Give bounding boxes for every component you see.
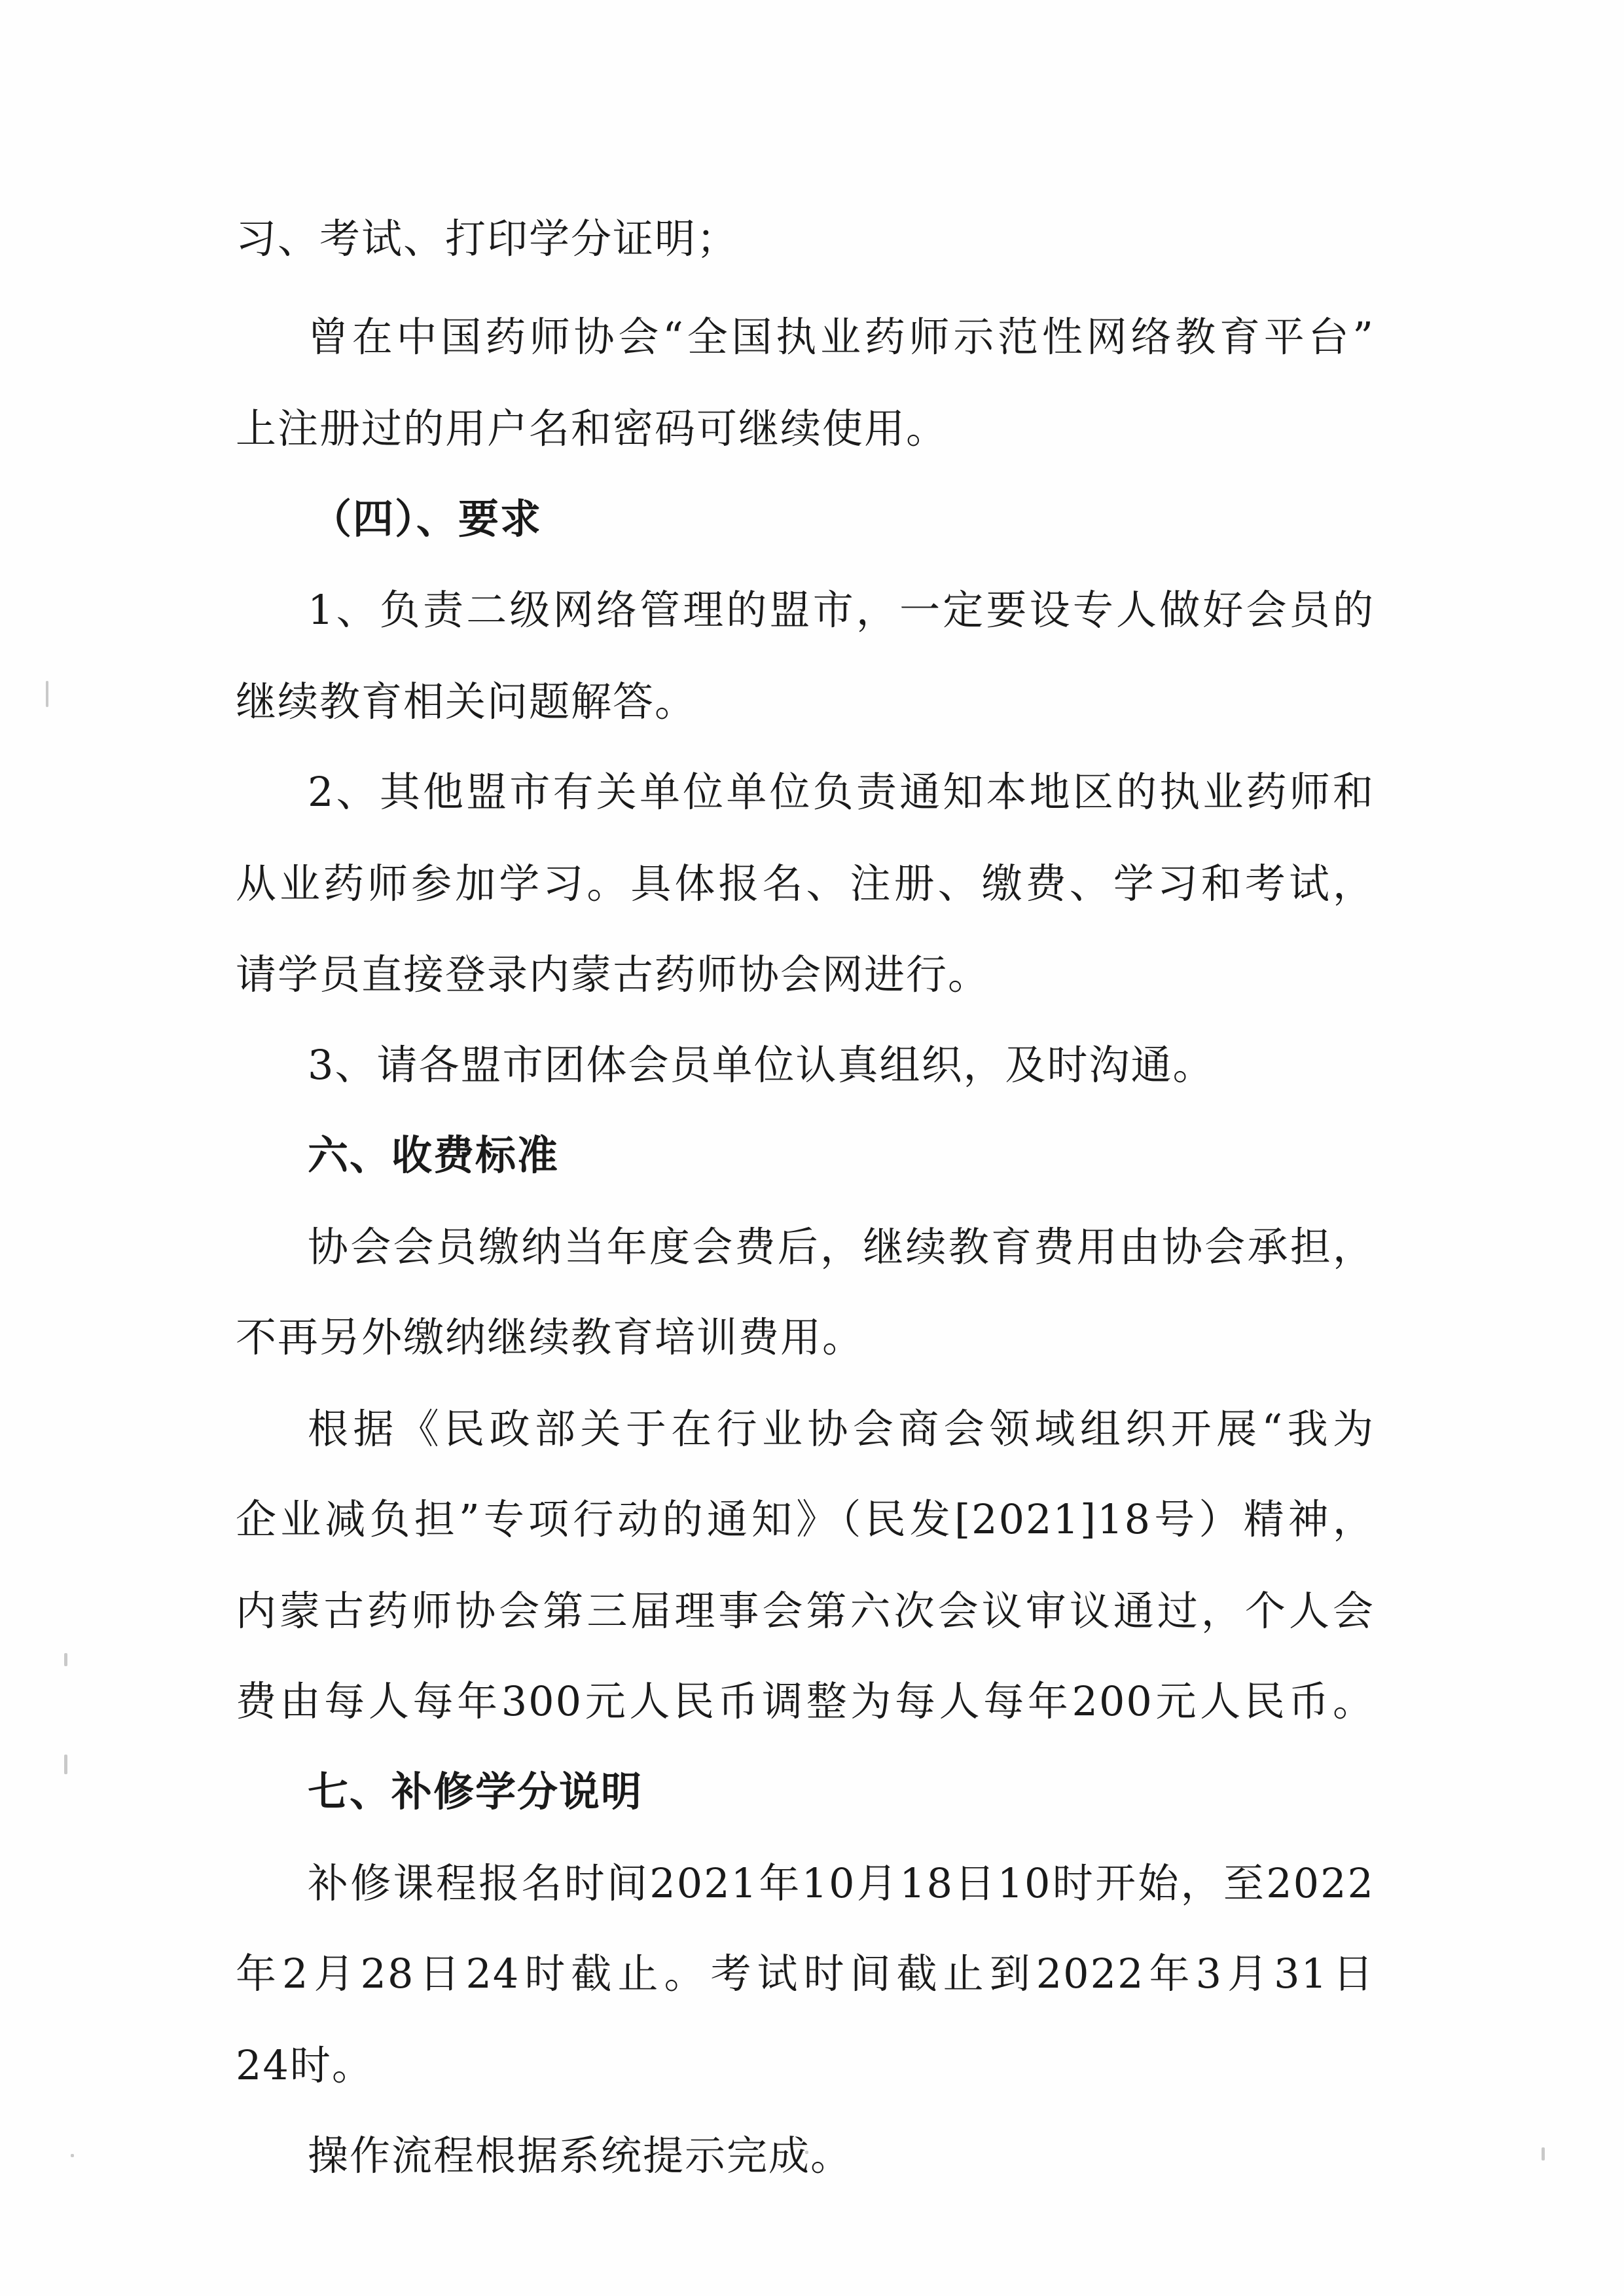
paragraph-line: 3、请各盟市团体会员单位认真组织，及时沟通。: [308, 1041, 1215, 1089]
paragraph-line: 根据《民政部关于在行业协会商会领域组织开展“我为: [308, 1405, 1375, 1453]
paragraph-line: 曾在中国药师协会“全国执业药师示范性网络教育平台”: [308, 313, 1375, 361]
section-heading: （四）、要求: [311, 495, 543, 543]
paragraph-line: 补修课程报名时间2021年10月18日10时开始，至2022: [308, 1859, 1375, 1907]
paragraph-line: 年2月28日24时截止。考试时间截止到2022年3月31日: [236, 1950, 1375, 1997]
paragraph-line: 不再另外缴纳继续教育培训费用。: [236, 1313, 865, 1361]
scan-speck: [46, 681, 48, 707]
paragraph-line: 协会会员缴纳当年度会费后，继续教育费用由协会承担，: [308, 1223, 1375, 1271]
paragraph-line: 1、负责二级网络管理的盟市，一定要设专人做好会员的: [308, 586, 1375, 634]
section-heading: 六、收费标准: [308, 1131, 560, 1179]
paragraph-line: 费由每人每年300元人民币调整为每人每年200元人民币。: [236, 1677, 1375, 1725]
scan-speck: [1542, 2147, 1545, 2160]
paragraph-line: 继续教育相关问题解答。: [236, 678, 697, 725]
paragraph-line: 企业减负担”专项行动的通知》（民发[2021]18号）精神，: [236, 1495, 1375, 1543]
scan-speck: [71, 2154, 74, 2157]
paragraph-line: 操作流程根据系统提示完成。: [308, 2132, 853, 2179]
paragraph-line: 上注册过的用户名和密码可继续使用。: [236, 405, 948, 452]
paragraph-line: 请学员直接登录内蒙古药师协会网进行。: [236, 951, 990, 998]
paragraph-line: 从业药师参加学习。具体报名、注册、缴费、学习和考试，: [236, 860, 1375, 907]
paragraph-line: 24时。: [236, 2041, 374, 2089]
paragraph-line: 内蒙古药师协会第三届理事会第六次会议审议通过，个人会: [236, 1587, 1375, 1635]
section-heading: 七、补修学分说明: [308, 1768, 643, 1815]
scan-speck: [64, 1755, 67, 1774]
paragraph-line: 2、其他盟市有关单位单位负责通知本地区的执业药师和: [308, 768, 1375, 816]
paragraph-line: 习、考试、打印学分证明；: [236, 215, 739, 263]
scan-speck: [64, 1653, 67, 1666]
